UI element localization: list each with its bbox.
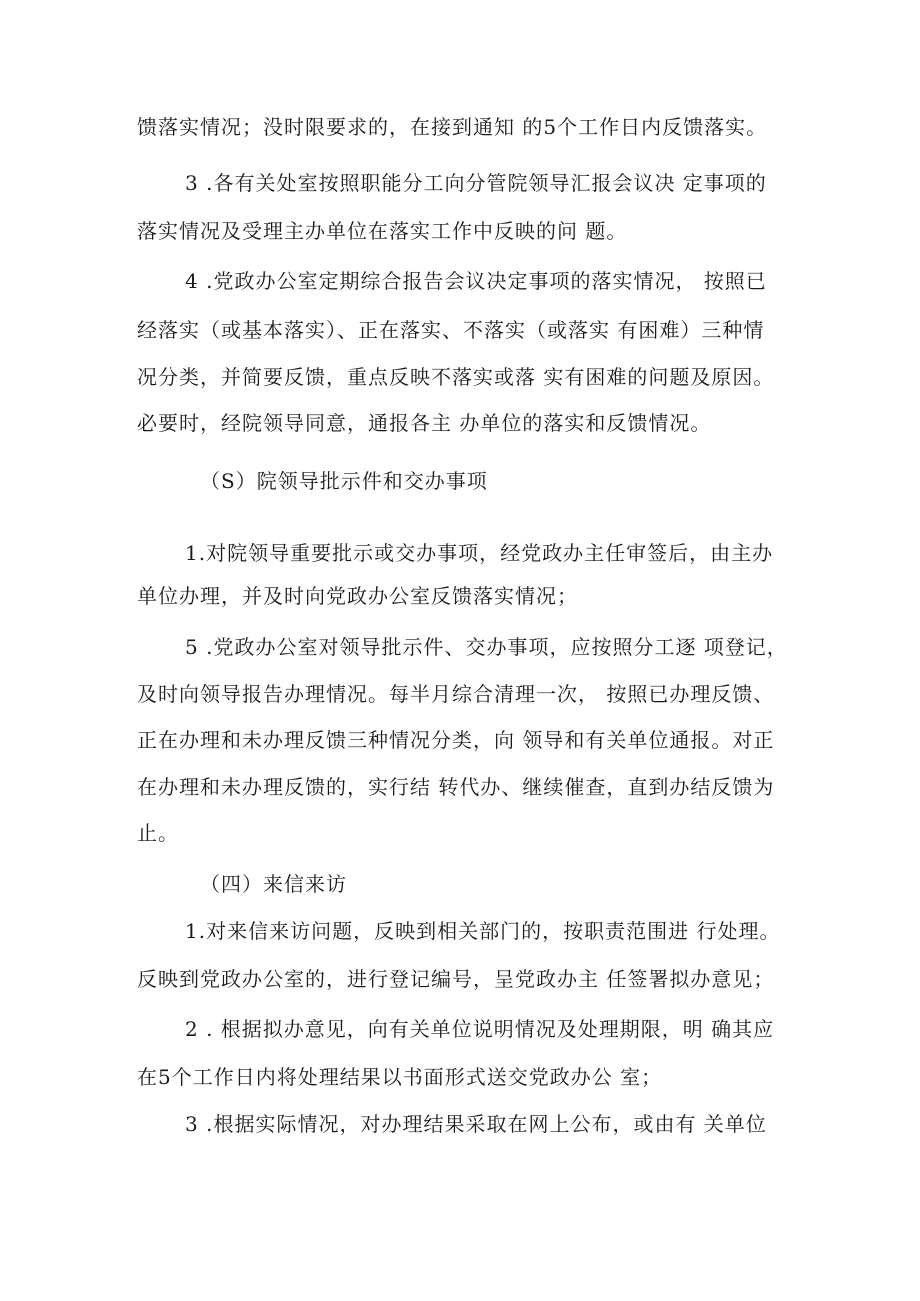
text-line: 正在办理和未办理反馈三种情况分类，向 领导和有关单位通报。对正 [137,728,775,752]
text-line: 落实情况及受理主办单位在落实工作中反映的问 题。 [137,219,628,243]
text-line: 3 .各有关处室按照职能分工向分管院领导汇报会议决 定事项的 [185,171,767,195]
text-line: 况分类，并简要反馈，重点反映不落实或落 实有困难的问题及原因。 [137,365,775,389]
text-line: 单位办理，并及时向党政办公室反馈落实情况； [137,584,578,608]
text-line: 5 .党政办公室对领导批示件、交办事项，应按照分工逐 项登记， [185,635,788,659]
text-line: 在5个工作日内将处理结果以书面形式送交党政办公 室； [137,1065,663,1089]
text-line: 3 .根据实际情况，对办理结果采取在网上公布，或由有 关单位 [185,1112,767,1136]
text-line: 在办理和未办理反馈的，实行结 转代办、继续催查，直到办结反馈为 [137,775,775,799]
text-line: 4 .党政办公室定期综合报告会议决定事项的落实情况， 按照已 [185,269,767,293]
text-line: 馈落实情况；没时限要求的，在接到通知 的5个工作日内反馈落实。 [137,115,768,139]
text-line: 反映到党政办公室的，进行登记编号，呈党政办主 任签署拟办意见； [137,967,775,991]
text-line: 2 . 根据拟办意见，向有关单位说明情况及处理期限，明 确其应 [185,1017,775,1041]
section-heading: （S）院领导批示件和交办事项 [200,469,488,493]
text-line: 1.对院领导重要批示或交办事项，经党政办主任审签后，由主办 [185,541,774,565]
text-line: 止。 [137,821,179,845]
text-line: 必要时，经院领导同意，通报各主 办单位的落实和反馈情况。 [137,411,712,435]
section-heading: （四）来信来访 [200,872,347,896]
text-line: 经落实（或基本落实）、正在落实、不落实（或落实 有困难）三种情 [137,318,765,342]
text-line: 及时向领导报告办理情况。每半月综合清理一次， 按照已办理反馈、 [137,682,775,706]
text-line: 1.对来信来访问题，反映到相关部门的，按职责范围进 行处理。 [185,919,781,943]
